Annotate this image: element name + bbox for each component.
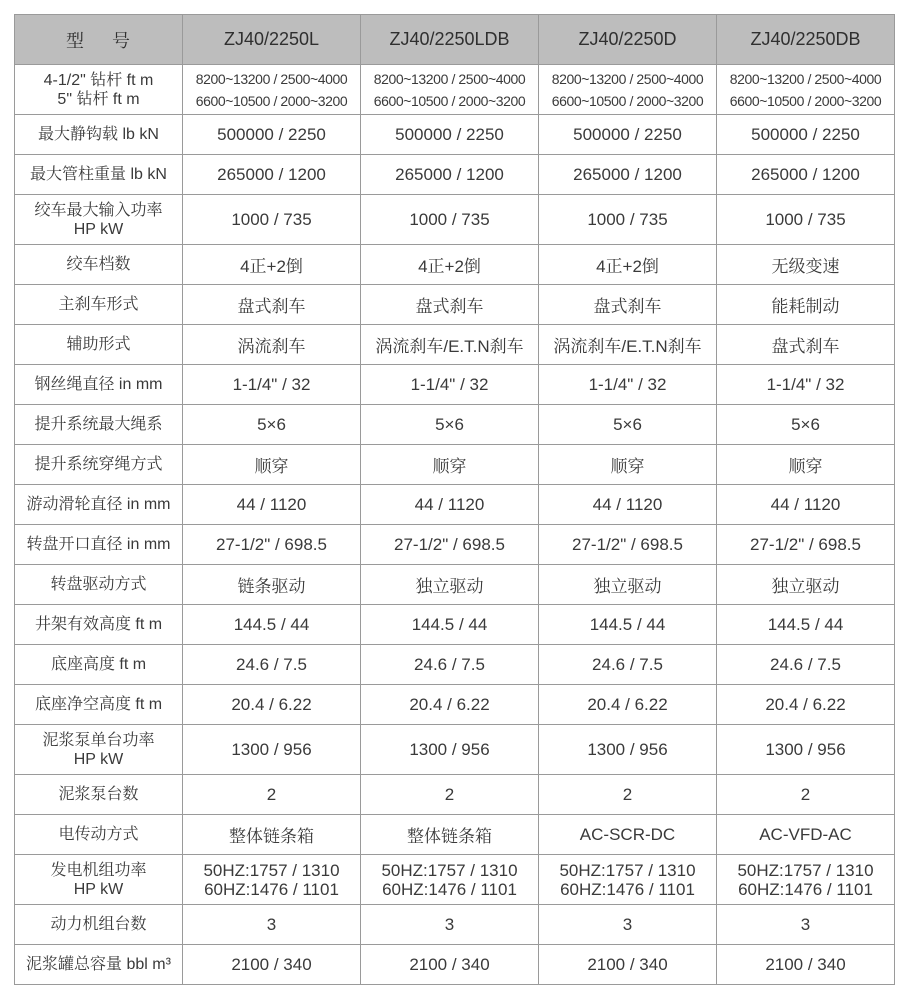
table-row: [15, 775, 895, 815]
row-label-line: 底座净空高度 ft m: [34, 696, 163, 713]
row-label: [15, 685, 183, 725]
row-label-line: 泥浆泵单台功率: [42, 731, 155, 749]
spec-cell: 24.6 / 7.5: [717, 645, 895, 685]
spec-cell: [361, 65, 539, 115]
spec-cell: 27-1/2" / 698.5: [717, 525, 895, 565]
row-label: [15, 245, 183, 285]
spec-cell: 顺穿: [539, 445, 717, 485]
spec-cell: [717, 65, 895, 115]
row-label: [15, 645, 183, 685]
row-label: [15, 365, 183, 405]
row-label-line: HP kW: [73, 880, 124, 898]
spec-cell: 无级变速: [717, 245, 895, 285]
spec-cell: 1300 / 956: [539, 725, 717, 775]
spec-cell: 27-1/2" / 698.5: [183, 525, 361, 565]
row-label-line: 最大静钩载 lb kN: [38, 126, 159, 143]
spec-cell: 整体链条箱: [183, 815, 361, 855]
spec-cell: [539, 65, 717, 115]
row-label-line: 底座高度 ft m: [50, 656, 147, 673]
table-row: [15, 365, 895, 405]
row-label: [15, 855, 183, 905]
spec-cell-line: 60HZ:1476 / 1101: [382, 879, 517, 899]
spec-cell-line: 50HZ:1757 / 1310: [559, 860, 696, 880]
row-label: [15, 155, 183, 195]
table-row: [15, 725, 895, 775]
spec-cell-line: 60HZ:1476 / 1101: [738, 879, 873, 899]
spec-cell: 盘式刹车: [361, 285, 539, 325]
spec-cell: 1000 / 735: [183, 195, 361, 245]
row-label-line: 提升系统最大绳系: [34, 416, 163, 433]
row-label-line: 动力机组台数: [50, 916, 147, 933]
model-header: ZJ40/2250D: [539, 15, 717, 65]
spec-cell: 3: [361, 905, 539, 945]
spec-cell: 顺穿: [361, 445, 539, 485]
spec-cell-line: 8200~13200 / 2500~4000: [373, 70, 526, 87]
table-row: [15, 685, 895, 725]
row-label-line: 提升系统穿绳方式: [34, 456, 163, 473]
row-label-line: 最大管柱重量 lb kN: [30, 166, 167, 183]
row-label: [15, 325, 183, 365]
row-label: [15, 485, 183, 525]
spec-cell: 2100 / 340: [183, 945, 361, 985]
spec-cell: 2: [361, 775, 539, 815]
spec-cell: 2100 / 340: [539, 945, 717, 985]
model-header: ZJ40/2250LDB: [361, 15, 539, 65]
spec-cell-line: 50HZ:1757 / 1310: [737, 860, 874, 880]
row-label: [15, 905, 183, 945]
spec-cell: 265000 / 1200: [717, 155, 895, 195]
table-row: [15, 155, 895, 195]
spec-cell: 1300 / 956: [717, 725, 895, 775]
table-row: [15, 285, 895, 325]
spec-cell: 盘式刹车: [183, 285, 361, 325]
model-header: ZJ40/2250DB: [717, 15, 895, 65]
spec-cell: 24.6 / 7.5: [539, 645, 717, 685]
table-row: [15, 405, 895, 445]
spec-cell: 3: [717, 905, 895, 945]
spec-cell-line: 8200~13200 / 2500~4000: [729, 70, 882, 87]
spec-cell: 44 / 1120: [539, 485, 717, 525]
spec-cell: 5×6: [361, 405, 539, 445]
row-label-line: 4-1/2" 钻杆 ft m: [43, 71, 154, 89]
spec-cell: 144.5 / 44: [361, 605, 539, 645]
spec-cell: 24.6 / 7.5: [361, 645, 539, 685]
row-label-line: 井架有效高度 ft m: [34, 616, 163, 633]
table-row: [15, 565, 895, 605]
spec-cell: 5×6: [539, 405, 717, 445]
spec-cell: 27-1/2" / 698.5: [361, 525, 539, 565]
spec-cell-line: 6600~10500 / 2000~3200: [195, 92, 348, 109]
table-row: [15, 65, 895, 115]
row-label-line: 辅助形式: [66, 336, 131, 353]
spec-cell: 20.4 / 6.22: [361, 685, 539, 725]
spec-cell: 2: [717, 775, 895, 815]
table-row: [15, 115, 895, 155]
row-label-line: 5" 钻杆 ft m: [57, 90, 140, 108]
row-label-line: 发电机组功率: [50, 861, 147, 879]
spec-cell-line: 6600~10500 / 2000~3200: [729, 92, 882, 109]
table-row: [15, 645, 895, 685]
row-label-line: HP kW: [73, 750, 124, 768]
spec-cell: 144.5 / 44: [717, 605, 895, 645]
spec-cell: 顺穿: [183, 445, 361, 485]
spec-cell: 涡流刹车/E.T.N刹车: [539, 325, 717, 365]
spec-cell-line: 8200~13200 / 2500~4000: [195, 70, 348, 87]
spec-cell: 265000 / 1200: [361, 155, 539, 195]
row-label-line: HP kW: [73, 220, 124, 238]
spec-cell: 20.4 / 6.22: [539, 685, 717, 725]
spec-cell: [361, 855, 539, 905]
spec-table: [14, 14, 895, 985]
row-label: [15, 115, 183, 155]
row-label: [15, 775, 183, 815]
row-label: [15, 285, 183, 325]
table-row: [15, 245, 895, 285]
spec-cell: 独立驱动: [361, 565, 539, 605]
spec-cell: 盘式刹车: [717, 325, 895, 365]
header-label: 型号: [15, 15, 183, 65]
spec-cell: 整体链条箱: [361, 815, 539, 855]
spec-cell: 1000 / 735: [361, 195, 539, 245]
spec-cell: 2: [539, 775, 717, 815]
row-label-line: 绞车最大输入功率: [34, 201, 163, 219]
table-row: [15, 605, 895, 645]
spec-cell-line: 60HZ:1476 / 1101: [560, 879, 695, 899]
row-label: [15, 725, 183, 775]
spec-cell: 独立驱动: [539, 565, 717, 605]
spec-cell: 3: [183, 905, 361, 945]
row-label: [15, 525, 183, 565]
spec-cell: AC-SCR-DC: [539, 815, 717, 855]
spec-cell: 1300 / 956: [361, 725, 539, 775]
spec-cell: 1000 / 735: [539, 195, 717, 245]
spec-cell: 4正+2倒: [361, 245, 539, 285]
spec-cell: 4正+2倒: [539, 245, 717, 285]
spec-cell: 144.5 / 44: [539, 605, 717, 645]
spec-cell-line: 6600~10500 / 2000~3200: [551, 92, 704, 109]
spec-cell: 2: [183, 775, 361, 815]
row-label-line: 钢丝绳直径 in mm: [34, 376, 163, 393]
spec-cell: AC-VFD-AC: [717, 815, 895, 855]
row-label: [15, 445, 183, 485]
row-label-line: 主刹车形式: [58, 296, 139, 313]
spec-cell: [539, 855, 717, 905]
spec-cell-line: 50HZ:1757 / 1310: [203, 860, 340, 880]
spec-cell: 2100 / 340: [361, 945, 539, 985]
spec-cell: 44 / 1120: [183, 485, 361, 525]
spec-cell: 265000 / 1200: [539, 155, 717, 195]
spec-cell-line: 6600~10500 / 2000~3200: [373, 92, 526, 109]
spec-cell: 20.4 / 6.22: [183, 685, 361, 725]
spec-cell: 1000 / 735: [717, 195, 895, 245]
row-label: [15, 195, 183, 245]
spec-cell: 独立驱动: [717, 565, 895, 605]
spec-cell: [183, 855, 361, 905]
spec-cell: 1-1/4" / 32: [539, 365, 717, 405]
row-label: [15, 945, 183, 985]
spec-cell: 265000 / 1200: [183, 155, 361, 195]
row-label-line: 泥浆泵台数: [58, 786, 139, 803]
spec-cell: 链条驱动: [183, 565, 361, 605]
spec-cell: [183, 65, 361, 115]
row-label: [15, 815, 183, 855]
spec-cell: 44 / 1120: [717, 485, 895, 525]
spec-cell: 能耗制动: [717, 285, 895, 325]
spec-cell-line: 60HZ:1476 / 1101: [204, 879, 339, 899]
spec-body: [15, 65, 895, 985]
row-label: [15, 405, 183, 445]
spec-cell: 500000 / 2250: [717, 115, 895, 155]
spec-cell: 500000 / 2250: [183, 115, 361, 155]
spec-cell: 盘式刹车: [539, 285, 717, 325]
spec-cell-line: 50HZ:1757 / 1310: [381, 860, 518, 880]
spec-cell: 2100 / 340: [717, 945, 895, 985]
spec-cell-line: 8200~13200 / 2500~4000: [551, 70, 704, 87]
spec-cell: 20.4 / 6.22: [717, 685, 895, 725]
spec-cell: 4正+2倒: [183, 245, 361, 285]
spec-cell: 144.5 / 44: [183, 605, 361, 645]
table-row: [15, 815, 895, 855]
table-row: [15, 525, 895, 565]
spec-cell: 500000 / 2250: [539, 115, 717, 155]
spec-cell: 1300 / 956: [183, 725, 361, 775]
spec-cell: 5×6: [183, 405, 361, 445]
table-row: [15, 855, 895, 905]
spec-cell: 3: [539, 905, 717, 945]
row-label-line: 绞车档数: [66, 256, 131, 273]
table-row: [15, 905, 895, 945]
spec-cell: 1-1/4" / 32: [717, 365, 895, 405]
spec-cell: 涡流刹车: [183, 325, 361, 365]
row-label-line: 转盘驱动方式: [50, 576, 147, 593]
spec-cell: 27-1/2" / 698.5: [539, 525, 717, 565]
spec-cell: [717, 855, 895, 905]
row-label-line: 电传动方式: [58, 826, 139, 843]
spec-cell: 500000 / 2250: [361, 115, 539, 155]
row-label: [15, 65, 183, 115]
spec-cell: 5×6: [717, 405, 895, 445]
spec-cell: 44 / 1120: [361, 485, 539, 525]
table-row: [15, 485, 895, 525]
table-row: [15, 445, 895, 485]
row-label-line: 转盘开口直径 in mm: [26, 536, 171, 553]
spec-cell: 24.6 / 7.5: [183, 645, 361, 685]
row-label: [15, 565, 183, 605]
table-row: [15, 195, 895, 245]
table-row: [15, 945, 895, 985]
header-row: [15, 15, 895, 65]
spec-cell: 1-1/4" / 32: [361, 365, 539, 405]
spec-cell: 顺穿: [717, 445, 895, 485]
row-label-line: 游动滑轮直径 in mm: [26, 496, 171, 513]
table-row: [15, 325, 895, 365]
row-label-line: 泥浆罐总容量 bbl m³: [26, 956, 171, 973]
row-label: [15, 605, 183, 645]
model-header: ZJ40/2250L: [183, 15, 361, 65]
spec-cell: 1-1/4" / 32: [183, 365, 361, 405]
spec-cell: 涡流刹车/E.T.N刹车: [361, 325, 539, 365]
